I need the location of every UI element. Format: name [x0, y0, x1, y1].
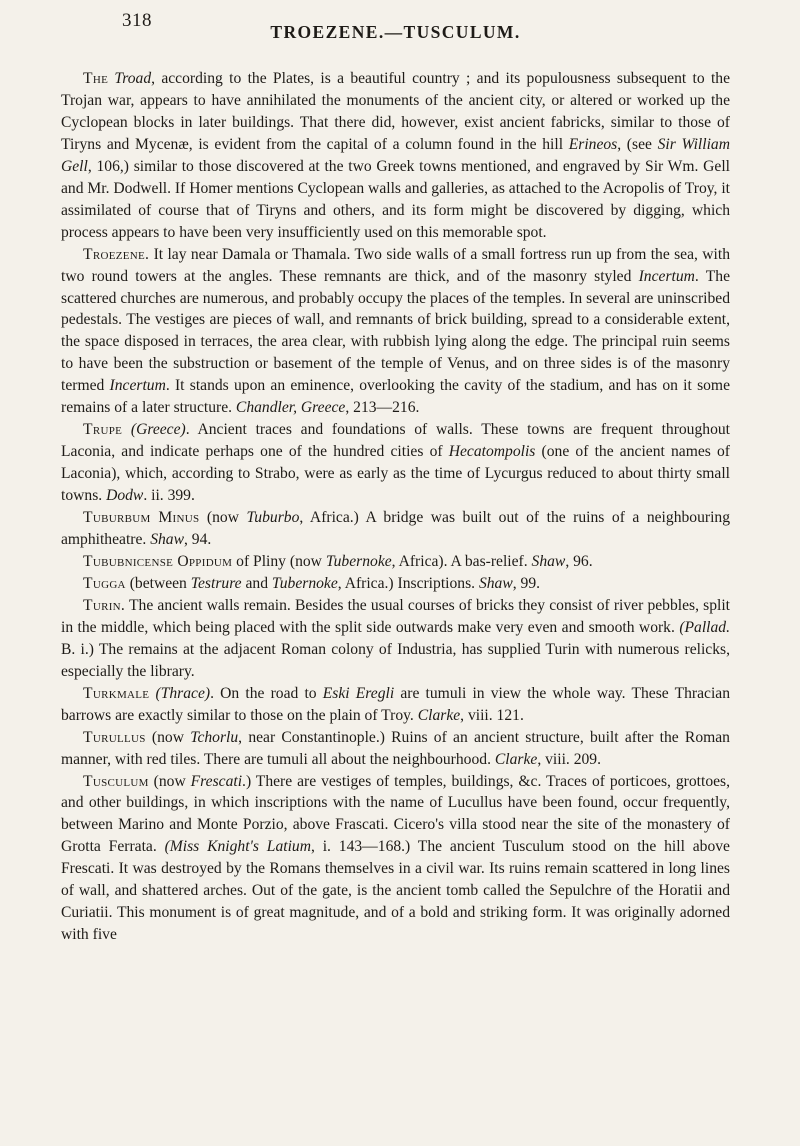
entry-text: .) There are vestiges of temples, buildings, &c. Traces of porticoes, grottoes, and other buildings, in which inscriptions with the name of Lucullus have been found, occur frequently, between Marino and Monte Porzio, above Frascati. Cicero's villa stood near the site of the monastery of Grotta Ferrata. [61, 772, 730, 856]
entry-text: Sir William Gell [61, 135, 730, 175]
entry-paragraph [61, 573, 730, 595]
entry-paragraph [61, 68, 730, 244]
entry-headword: Turkmale [83, 684, 150, 702]
entry-text: (now [199, 509, 247, 527]
entry-headword: The [83, 70, 109, 87]
entry-text: (one of the ancient names of Laconia), which, according to Strabo, were as early as the time of Lycurgus reduced to about thirty small towns. [61, 443, 730, 505]
entry-text: are tumuli in view the whole way. These Thracian barrows are exactly similar to those on the plain of Troy. [61, 684, 730, 724]
entry-text: Tuburbo [246, 509, 300, 527]
entry-paragraph [61, 244, 730, 420]
entry-text: Incertum [638, 267, 695, 285]
entry-text: (Thrace) [155, 684, 211, 702]
entry-headword: Tuburbum Minus [83, 509, 200, 527]
entry-text: and [241, 574, 272, 592]
entry-text: Eski Eregli [322, 684, 395, 702]
entry-text: Dodw [106, 487, 144, 505]
running-title: TROEZENE.—TUSCULUM. [270, 22, 521, 42]
entry-text: , 94. [184, 531, 212, 549]
entry-text: . Ancient traces and foundations of walls. These towns are frequent throughout Laconia, and indicate perhaps one of the hundred cities of [61, 421, 731, 461]
entry-text: of Pliny (now [232, 552, 326, 570]
entry-text: , Africa). A bas-relief. [391, 552, 532, 570]
entry-paragraph [61, 419, 730, 507]
entry-text: Tubernoke [271, 574, 338, 592]
entry-text: , Africa.) Inscriptions. [337, 574, 479, 592]
entry-headword: Troezene. [83, 245, 150, 263]
entry-text: , according to the Plates, is a beautiful country ; and its populousness subsequent to the Trojan war, appears to have annihilated the monuments of the ancient city, or altered or worked up the Cyclopean blocks in later buildings. That there did, however, exist ancient fabricks, similar to those of Tiryns and Mycenæ, is evident from the capital of a column found in the hill [61, 70, 731, 153]
entry-text: . ii. 399. [143, 487, 195, 505]
entry-text: Shaw [150, 531, 184, 549]
entry-text: Hecatompolis [448, 443, 536, 461]
entry-text: , near Constantinople.) Ruins of an ancient structure, built after the Roman manner, with red tiles. There are tumuli all about the neighbourhood. [61, 728, 730, 768]
entry-text: Erineos [568, 135, 618, 153]
entry-text: , 106,) similar to those discovered at the two Greek towns mentioned, and engraved by Sir Wm. Gell and Mr. Dodwell. If Homer mentions Cyclopean walls and galleries, as attached to the Acropolis of Troy, it assimilated of course that of Tiryns and others, and its form might be discovered by digging, which process appears to have been very insufficiently used on this memorable spot. [61, 157, 730, 241]
entry-text: (Greece) [130, 421, 186, 439]
entry-text: , i. 143—168.) The ancient Tusculum stood on the hill above Frescati. It was destroyed by the Romans themselves in a civil war. Its ruins remain scattered in long lines of wall, and shattered arches. Out of the gate, is the ancient tomb called the Sepulchre of the Horatii and Curiatii. This monument is of great magnitude, and of a bold and striking form. It was originally adorned with five [61, 838, 730, 944]
entry-text: . On the road to [210, 684, 323, 702]
entry-paragraph [61, 727, 730, 771]
entry-text: Chandler, Greece [235, 399, 346, 417]
entry-paragraph [61, 595, 730, 683]
entry-text: . It stands upon an eminence, overlooking the cavity of the stadium, and has on it some remains of a later structure. [61, 377, 730, 417]
entry-text: (now [148, 772, 191, 790]
entry-text: , viii. 209. [537, 750, 602, 768]
entry-text: . The scattered churches are numerous, and probably occupy the places of the temples. In several are uninscribed pedestals. The vestiges are pieces of wall, and remnants of brick building, spread to a considerable extent, the space disposed in terraces, the area clear, with rubbish lying along the edge. The principal ruin seems to have been the substruction or basement of the temple of Venus, and on three sides is of the masonry termed [61, 267, 730, 395]
entry-text: , 213—216. [345, 399, 420, 417]
entry-text: The ancient walls remain. Besides the usual courses of bricks they consist of river pebbles, split in the middle, which being placed with the split side outwards make very even and smooth work. [61, 596, 730, 636]
entry-headword: Tububnicense Oppidum [83, 552, 233, 570]
entry-text [122, 421, 131, 438]
page-header [61, 0, 730, 68]
entry-text: Incertum [109, 377, 166, 395]
entry-text: , 96. [565, 552, 593, 570]
entry-text: (Miss Knight's Latium [164, 838, 311, 856]
entry-text: It lay near Damala or Thamala. Two side walls of a small fortress run up from the sea, with two round towers at the angles. These remnants are thick, and of the masonry styled [61, 245, 730, 285]
entry-text: B. i.) The remains at the adjacent Roman colony of Industria, has supplied Turin with numerous relicks, especially the library. [61, 640, 730, 680]
entry-text: Testrure [190, 574, 242, 592]
entry-headword: Trupe [83, 421, 123, 439]
entry-text: , Africa.) A bridge was built out of the ruins of a neighbouring amphitheatre. [61, 509, 730, 549]
entry-text: Shaw [531, 552, 566, 570]
entry-text: Tchorlu [190, 728, 239, 746]
entry-headword: Turin. [83, 596, 126, 614]
entry-text: Troad [114, 70, 152, 87]
body-text [61, 68, 730, 946]
entry-headword: Tusculum [83, 772, 149, 790]
entry-text: , viii. 121. [460, 706, 524, 724]
entry-text: Shaw [478, 574, 513, 592]
entry-paragraph [61, 683, 730, 727]
entry-headword: Tugga [83, 574, 126, 592]
entry-text: Clarke [494, 750, 538, 768]
entry-text: (Pallad. [679, 618, 730, 636]
entry-text: , 99. [512, 574, 541, 592]
entry-text: (now [145, 728, 191, 746]
entry-paragraph [61, 551, 730, 573]
entry-headword: Turullus [83, 728, 146, 746]
entry-text: Tubernoke [325, 552, 392, 570]
entry-paragraph [61, 771, 730, 947]
entry-text: Clarke [417, 706, 461, 724]
entry-paragraph [61, 507, 730, 551]
entry-text: Frescati [190, 772, 243, 790]
page-number: 318 [122, 10, 152, 31]
entry-text: , (see [617, 135, 658, 153]
entry-text: (between [125, 574, 191, 592]
